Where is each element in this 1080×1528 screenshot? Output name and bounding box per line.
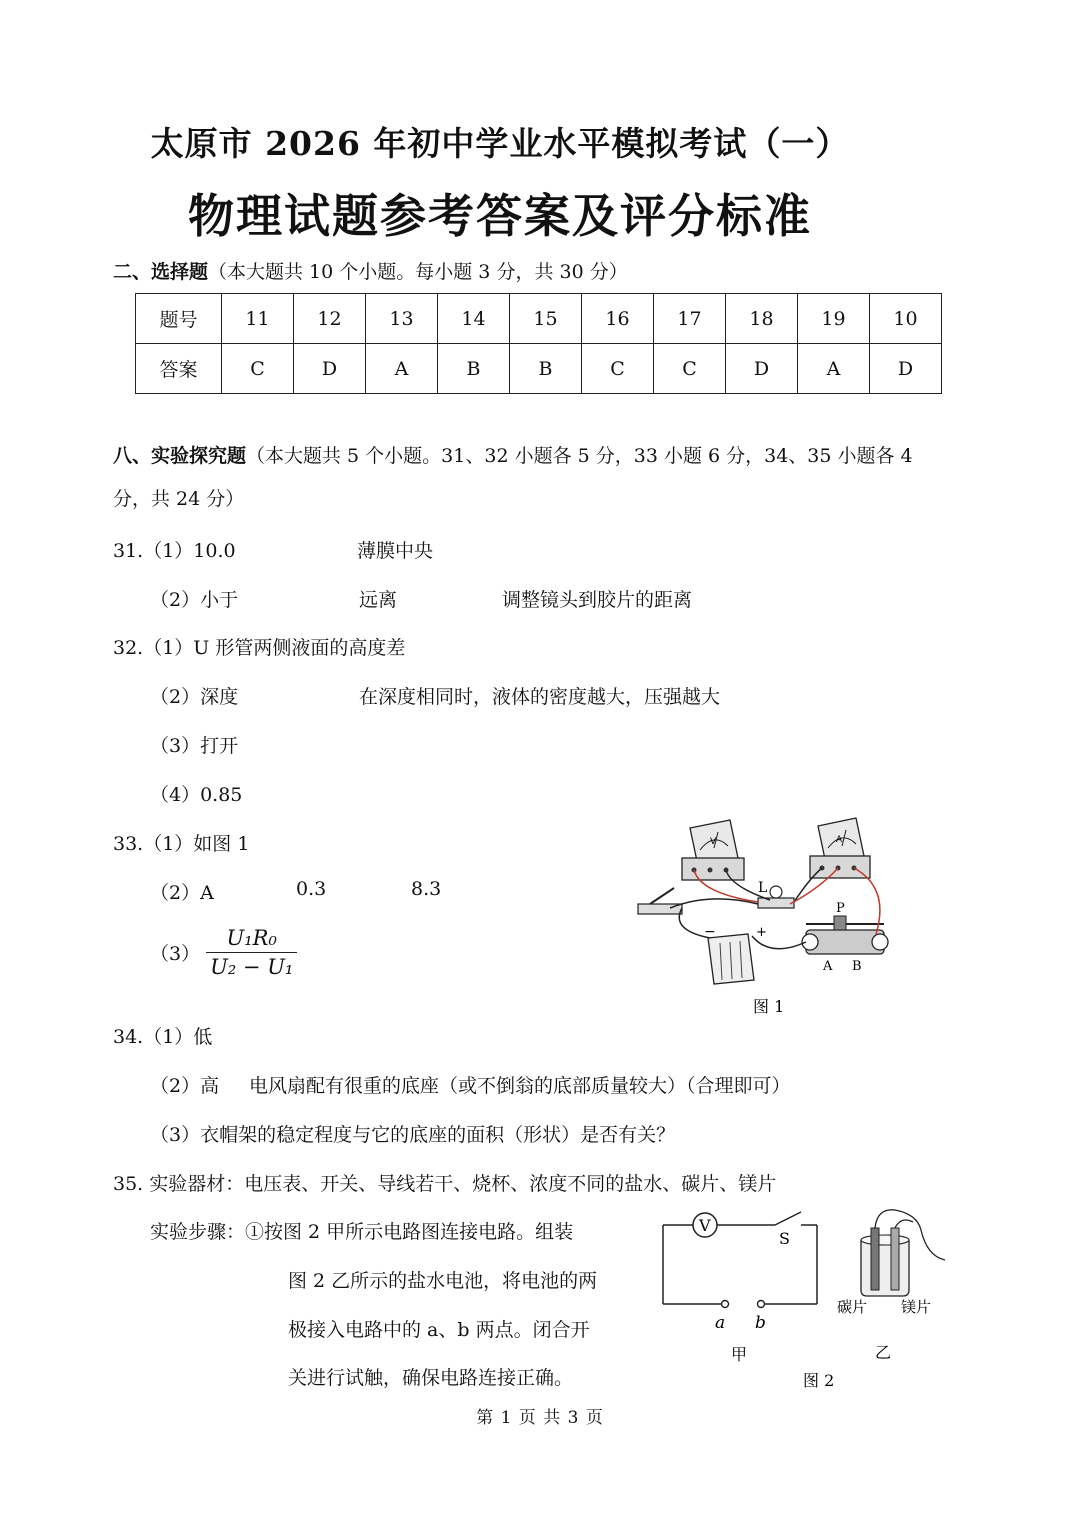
answer-cell: A bbox=[366, 344, 438, 394]
question-number: 13 bbox=[366, 294, 438, 344]
terminal-b-label: b bbox=[755, 1313, 766, 1333]
row-label: 题号 bbox=[136, 294, 222, 344]
q31-part1-answer2: 薄膜中央 bbox=[357, 540, 434, 562]
page-footer: 第 1 页 共 3 页 bbox=[476, 1408, 604, 1428]
formula-numerator: U₁R₀ bbox=[206, 926, 297, 953]
q33-part2-answer3: 8.3 bbox=[411, 878, 442, 900]
switch-label: S bbox=[779, 1229, 790, 1248]
answer-cell: C bbox=[654, 344, 726, 394]
question-number: 15 bbox=[510, 294, 582, 344]
q33-part2: （2）A bbox=[150, 882, 214, 904]
section2-heading-line bbox=[113, 257, 628, 284]
q32-part2: （2）深度 bbox=[150, 686, 239, 708]
battery-minus: − bbox=[704, 924, 716, 940]
section8-note-cont: 分，共 24 分） bbox=[113, 488, 245, 510]
lamp-label: L bbox=[758, 880, 768, 896]
q35-step-line4: 关进行试触，确保电路连接正确。 bbox=[288, 1367, 574, 1389]
question-number: 17 bbox=[654, 294, 726, 344]
section8-heading: 八、实验探究题 bbox=[113, 445, 247, 467]
section2-note: （本大题共 10 个小题。每小题 3 分，共 30 分） bbox=[208, 261, 628, 283]
q32-part2-answer2: 在深度相同时，液体的密度越大，压强越大 bbox=[359, 686, 721, 708]
salt-water-battery-icon bbox=[861, 1210, 945, 1296]
figure2-circuit-jia bbox=[663, 1212, 817, 1304]
figure2-voltmeter-icon bbox=[693, 1213, 717, 1237]
q31-part2-answer3: 调整镜头到胶片的距离 bbox=[502, 589, 693, 611]
question-number: 14 bbox=[438, 294, 510, 344]
slider-label: P bbox=[836, 901, 845, 916]
q34-part2-answer2: 电风扇配有很重的底座（或不倒翁的底部质量较大）（合理即可） bbox=[249, 1075, 791, 1097]
figure2-voltmeter-label: V bbox=[699, 1216, 711, 1235]
q35-steps-line1 bbox=[150, 1217, 573, 1244]
q33-part3-line bbox=[150, 926, 297, 979]
question-number: 12 bbox=[294, 294, 366, 344]
q33-part2-answer2: 0.3 bbox=[296, 878, 327, 900]
figure1-circuit bbox=[630, 808, 900, 1018]
answer-cell: D bbox=[726, 344, 798, 394]
terminal-a-label: a bbox=[715, 1313, 726, 1333]
answer-cell: C bbox=[222, 344, 294, 394]
section2-heading: 二、选择题 bbox=[113, 261, 209, 283]
terminal-a-icon bbox=[722, 1301, 729, 1308]
q35-step-line2: 图 2 乙所示的盐水电池，将电池的两 bbox=[288, 1270, 598, 1292]
table-row-answers bbox=[136, 344, 942, 394]
answer-cell: C bbox=[582, 344, 654, 394]
question-number: 18 bbox=[726, 294, 798, 344]
magnesium-label: 镁片 bbox=[901, 1298, 932, 1316]
answer-cell: B bbox=[438, 344, 510, 394]
figure2 bbox=[655, 1200, 955, 1395]
q33-formula bbox=[206, 926, 297, 979]
q35-materials: 35. 实验器材：电压表、开关、导线若干、烧杯、浓度不同的盐水、碳片、镁片 bbox=[113, 1173, 777, 1195]
exam-title: 太原市 2026 年初中学业水平模拟考试（一） bbox=[150, 124, 850, 163]
q31-part2-answer2: 远离 bbox=[359, 589, 398, 611]
label-jia: 甲 bbox=[731, 1345, 748, 1364]
answer-table bbox=[135, 293, 942, 394]
end-a-label: A bbox=[823, 959, 833, 974]
terminal-b-icon bbox=[758, 1301, 765, 1308]
question-number: 10 bbox=[870, 294, 942, 344]
battery-icon bbox=[704, 924, 767, 984]
switch-icon bbox=[638, 888, 682, 914]
rheostat-icon bbox=[802, 901, 888, 974]
q33-part1: 33.（1）如图 1 bbox=[113, 833, 250, 855]
figure1-caption: 图 1 bbox=[753, 997, 785, 1016]
answer-cell: A bbox=[798, 344, 870, 394]
q34-part2: （2）高 bbox=[150, 1075, 220, 1097]
question-number: 11 bbox=[222, 294, 294, 344]
q32-part4: （4）0.85 bbox=[150, 784, 243, 806]
formula-denominator: U₂ − U₁ bbox=[210, 955, 294, 979]
q31-part2: （2）小于 bbox=[150, 589, 239, 611]
answer-cell: D bbox=[870, 344, 942, 394]
question-number: 19 bbox=[798, 294, 870, 344]
answer-cell: B bbox=[510, 344, 582, 394]
battery-plus: + bbox=[756, 925, 767, 940]
section8-heading-line bbox=[113, 441, 913, 468]
table-row-numbers bbox=[136, 294, 942, 344]
carbon-label: 碳片 bbox=[837, 1298, 868, 1316]
lamp-icon bbox=[758, 880, 794, 908]
q33-part3-label: （3） bbox=[150, 943, 201, 965]
voltmeter-icon bbox=[682, 820, 744, 880]
q34-part3: （3）衣帽架的稳定程度与它的底座的面积（形状）是否有关？ bbox=[150, 1124, 676, 1146]
section8-note: （本大题共 5 个小题。31、32 小题各 5 分，33 小题 6 分，34、35 小题各 4 bbox=[246, 445, 913, 467]
q35-steps-label: 实验步骤： bbox=[150, 1221, 246, 1243]
q32-part1: 32.（1）U 形管两侧液面的高度差 bbox=[113, 637, 406, 659]
label-yi: 乙 bbox=[875, 1343, 892, 1362]
row-label: 答案 bbox=[136, 344, 222, 394]
end-b-label: B bbox=[852, 959, 862, 974]
q35-step-line3: 极接入电路中的 a、b 两点。闭合开 bbox=[288, 1319, 590, 1341]
q34-part1: 34.（1）低 bbox=[113, 1026, 213, 1048]
figure2-caption: 图 2 bbox=[803, 1371, 835, 1390]
q32-part3: （3）打开 bbox=[150, 735, 239, 757]
page-title: 物理试题参考答案及评分标准 bbox=[188, 189, 812, 243]
q31-part1: 31.（1）10.0 bbox=[113, 540, 236, 562]
voltmeter-label: V bbox=[710, 837, 717, 847]
answer-cell: D bbox=[294, 344, 366, 394]
ammeter-icon bbox=[810, 818, 870, 878]
q35-step1-text: ①按图 2 甲所示电路图连接电路。组装 bbox=[245, 1221, 574, 1243]
question-number: 16 bbox=[582, 294, 654, 344]
ammeter-label: A bbox=[836, 835, 843, 845]
